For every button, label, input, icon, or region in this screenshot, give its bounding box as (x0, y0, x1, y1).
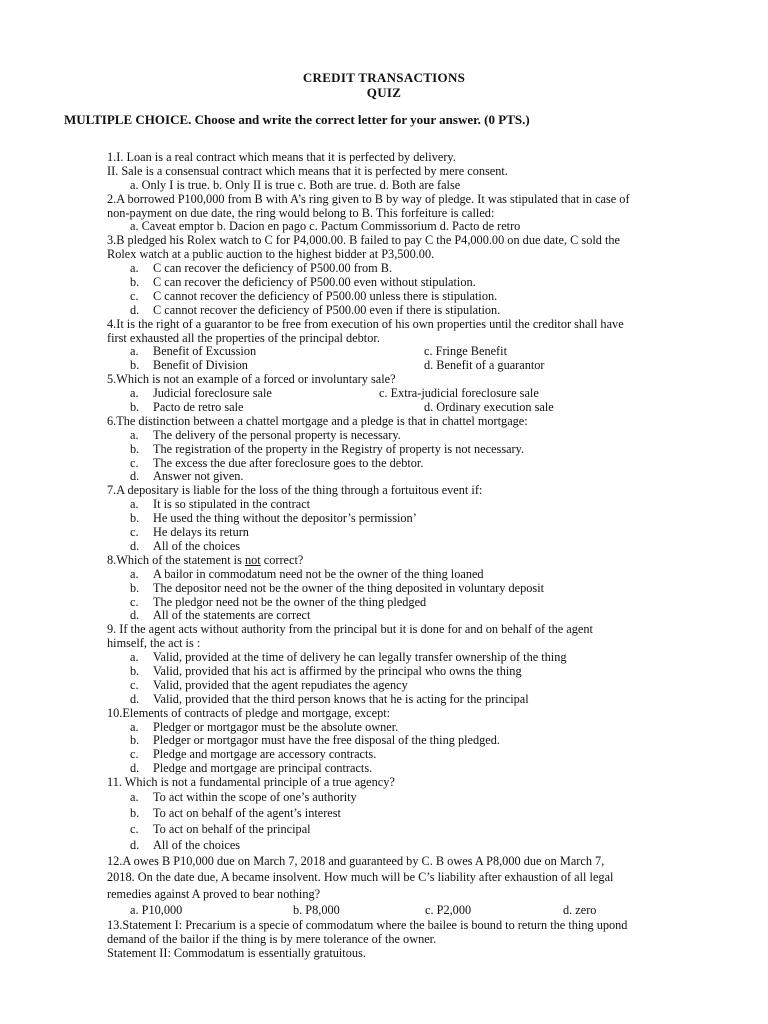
question-11-line-1: 11. Which is not a fundamental principle of a true agency? (107, 775, 395, 790)
question-4-options-row-1 (107, 345, 703, 359)
question-6-option-a (107, 429, 703, 443)
option-text: C can recover the deficiency of P500.00 from B. (153, 261, 393, 276)
option-letter: c. (130, 455, 139, 470)
option-text: d. Ordinary execution sale (424, 400, 554, 415)
option-letter: a. (130, 427, 139, 442)
option-text: Valid, provided at the time of delivery he can legally transfer ownership of the thing (153, 650, 567, 665)
option-text: a. P10,000 (130, 903, 183, 918)
option-letter: b. (130, 733, 140, 748)
question-7-option-b (107, 512, 703, 526)
question-9-option-c (107, 679, 703, 693)
question-6-option-c (107, 457, 703, 471)
question-3-option-b (107, 276, 703, 290)
question-8-option-d (107, 609, 703, 623)
question-7-option-c (107, 526, 703, 540)
option-text: c. P2,000 (425, 903, 472, 918)
question-10-option-c (107, 748, 703, 762)
instructions: MULTIPLE CHOICE. Choose and write the correct letter for your answer. (0 PTS.) (64, 112, 530, 127)
option-text: To act on behalf of the agent’s interest (153, 805, 341, 820)
option-text: Judicial foreclosure sale (153, 386, 272, 401)
question-6-line-1: 6.The distinction between a chattel mortgage and a pledge is that in chattel mortgage: (107, 413, 528, 428)
option-letter: a. (130, 719, 139, 734)
question-1-line-1: 1.I. Loan is a real contract which means that it is perfected by delivery. (107, 150, 456, 164)
option-letter: c. (130, 747, 139, 762)
question-9-option-b (107, 665, 703, 679)
question-7-option-a (107, 498, 703, 512)
question-13-line-3: Statement II: Commodatum is essentially gratuitous. (107, 946, 366, 961)
question-10-option-b (107, 734, 703, 748)
option-text: Pledger or mortgagor must be the absolute owner. (153, 719, 399, 734)
question-4-options-row-2 (107, 359, 703, 373)
option-letter: a. (130, 261, 139, 276)
option-letter: d. (130, 761, 140, 776)
document-subtitle: QUIZ (366, 85, 402, 100)
question-9-line-2: himself, the act is : (107, 636, 201, 651)
option-text: To act on behalf of the principal (153, 821, 311, 836)
option-letter: d. (130, 691, 140, 706)
question-3-line-2: Rolex watch at a public auction to the highest bidder at P3,500.00. (107, 247, 435, 262)
option-text: The pledgor need not be the owner of the thing pledged (153, 594, 427, 609)
option-text: The excess the due after foreclosure goes to the debtor. (153, 455, 424, 470)
option-letter: b. (130, 580, 140, 595)
option-letter: a. (130, 566, 139, 581)
option-letter: c. (130, 594, 139, 609)
question-2-line-1: 2.A borrowed P100,000 from B with A’s ring given to B by way of pledge. It was stipulated that in case of (107, 191, 630, 206)
option-letter: c. (130, 525, 139, 540)
option-text: He used the thing without the depositor’s permission’ (153, 511, 417, 526)
option-letter: b. (130, 400, 140, 415)
question-9-option-d (107, 693, 703, 707)
question-11-option-b (107, 807, 703, 823)
option-text: All of the choices (153, 538, 241, 553)
option-text: C cannot recover the deficiency of P500.00 even if there is stipulation. (153, 302, 501, 317)
option-letter: b. (130, 805, 140, 820)
question-8-text-post: correct? (260, 552, 304, 567)
option-letter: d. (130, 469, 140, 484)
question-10-option-d (107, 762, 703, 776)
option-letter: d. (130, 302, 140, 317)
option-text: Benefit of Division (153, 358, 248, 373)
question-8-text-pre: 8.Which of the statement is (107, 552, 245, 567)
option-text: d. zero (563, 903, 597, 918)
question-11-option-d (107, 839, 703, 855)
option-letter: a. (130, 344, 139, 359)
option-letter: c. (130, 677, 139, 692)
question-2-line-2: non-payment on due date, the ring would belong to B. This forfeiture is called: (107, 205, 495, 220)
question-4-line-2: first exhausted all the properties of the principal debtor. (107, 330, 380, 345)
question-5-options-row-2 (107, 401, 703, 415)
option-text: C cannot recover the deficiency of P500.00 unless there is stipulation. (153, 288, 498, 303)
question-11-option-a (107, 790, 703, 807)
option-letter: b. (130, 663, 140, 678)
document-title: CREDIT TRANSACTIONS (302, 70, 466, 85)
question-13-line-2: demand of the bailor if the thing is by mere tolerance of the owner. (107, 932, 437, 947)
question-5-line-1: 5.Which is not an example of a forced or involuntary sale? (107, 372, 396, 387)
option-text: Valid, provided that the agent repudiates the agency (153, 677, 408, 692)
question-6-option-d (107, 470, 703, 484)
question-12-line-1: 12.A owes B P10,000 due on March 7, 2018 and guaranteed by C. B owes A P8,000 due on March 7, (107, 853, 605, 868)
question-5-options-row-1 (107, 387, 703, 401)
question-11-option-c (107, 823, 703, 839)
option-text: Valid, provided that his act is affirmed by the principal who owns the thing (153, 663, 522, 678)
option-text: The registration of the property in the Registry of property is not necessary. (153, 441, 525, 456)
option-letter: d. (130, 608, 140, 623)
option-text: Pledge and mortgage are principal contracts. (153, 761, 373, 776)
question-6-option-b (107, 443, 703, 457)
option-text: The depositor need not be the owner of the thing deposited in voluntary deposit (153, 580, 545, 595)
option-letter: b. (130, 511, 140, 526)
option-letter: b. (130, 441, 140, 456)
option-letter: b. (130, 275, 140, 290)
question-10-option-a (107, 721, 703, 735)
option-letter: a. (130, 789, 139, 804)
question-3-line-1: 3.B pledged his Rolex watch to C for P4,000.00. B failed to pay C the P4,000.00 on due date, C sold the (107, 233, 620, 248)
questions-list (107, 151, 703, 961)
question-8-line-1 (107, 554, 703, 568)
question-4-line-1: 4.It is the right of a guarantor to be free from execution of his own properties until the creditor shall have (107, 316, 624, 331)
question-1-options: a. Only I is true. b. Only II is true c. Both are true. d. Both are false (130, 177, 461, 192)
question-1-line-2: II. Sale is a consensual contract which means that it is perfected by mere consent. (107, 163, 508, 178)
option-letter: a. (130, 650, 139, 665)
question-12-line-2: 2018. On the date due, A became insolvent. How much will be C’s liability after exhaustion of all legal (107, 870, 614, 885)
option-text: Pacto de retro sale (153, 400, 244, 415)
option-text: Pledge and mortgage are accessory contracts. (153, 747, 377, 762)
option-text: Answer not given. (153, 469, 244, 484)
option-text: A bailor in commodatum need not be the owner of the thing loaned (153, 566, 484, 581)
option-text: He delays its return (153, 525, 249, 540)
option-letter: d. (130, 837, 140, 852)
question-8-underlined: not (244, 552, 261, 567)
question-7-line-1: 7.A depositary is liable for the loss of the thing through a fortuitous event if: (107, 483, 483, 498)
option-text: The delivery of the personal property is necessary. (153, 427, 401, 442)
option-letter: b. (130, 358, 140, 373)
question-8-option-c (107, 596, 703, 610)
question-13-line-1: 13.Statement I: Precarium is a specie of commodatum where the bailee is bound to return the thing upond (107, 918, 628, 933)
option-text: All of the statements are correct (153, 608, 311, 623)
option-text: Valid, provided that the third person knows that he is acting for the principal (153, 691, 529, 706)
question-3-option-a (107, 262, 703, 276)
option-letter: a. (130, 497, 139, 512)
option-text: c. Extra-judicial foreclosure sale (379, 386, 539, 401)
option-text: Pledger or mortgagor must have the free disposal of the thing pledged. (153, 733, 500, 748)
option-text: Benefit of Excussion (153, 344, 257, 359)
question-8-option-a (107, 568, 703, 582)
question-10-line-1: 10.Elements of contracts of pledge and mortgage, except: (107, 705, 391, 720)
question-3-option-c (107, 290, 703, 304)
question-9-option-a (107, 651, 703, 665)
option-text: c. Fringe Benefit (424, 344, 507, 359)
question-12-options (107, 904, 703, 919)
question-2-options: a. Caveat emptor b. Dacion en pago c. Pactum Commissorium d. Pacto de retro (130, 219, 521, 234)
option-letter: c. (130, 288, 139, 303)
option-text: C can recover the deficiency of P500.00 even without stipulation. (153, 275, 476, 290)
option-text: All of the choices (153, 837, 241, 852)
question-9-line-1: 9. If the agent acts without authority from the principal but it is done for and on behalf of the agent (107, 622, 593, 637)
option-text: To act within the scope of one’s authority (153, 789, 357, 804)
question-3-option-d (107, 304, 703, 318)
option-text: It is so stipulated in the contract (153, 497, 311, 512)
option-text: d. Benefit of a guarantor (424, 358, 545, 373)
question-12-line-3: remedies against A proved to bear nothing? (107, 886, 321, 901)
question-7-option-d (107, 540, 703, 554)
question-8-option-b (107, 582, 703, 596)
option-text: b. P8,000 (293, 903, 340, 918)
option-letter: a. (130, 386, 139, 401)
option-letter: d. (130, 538, 140, 553)
option-letter: c. (130, 821, 139, 836)
